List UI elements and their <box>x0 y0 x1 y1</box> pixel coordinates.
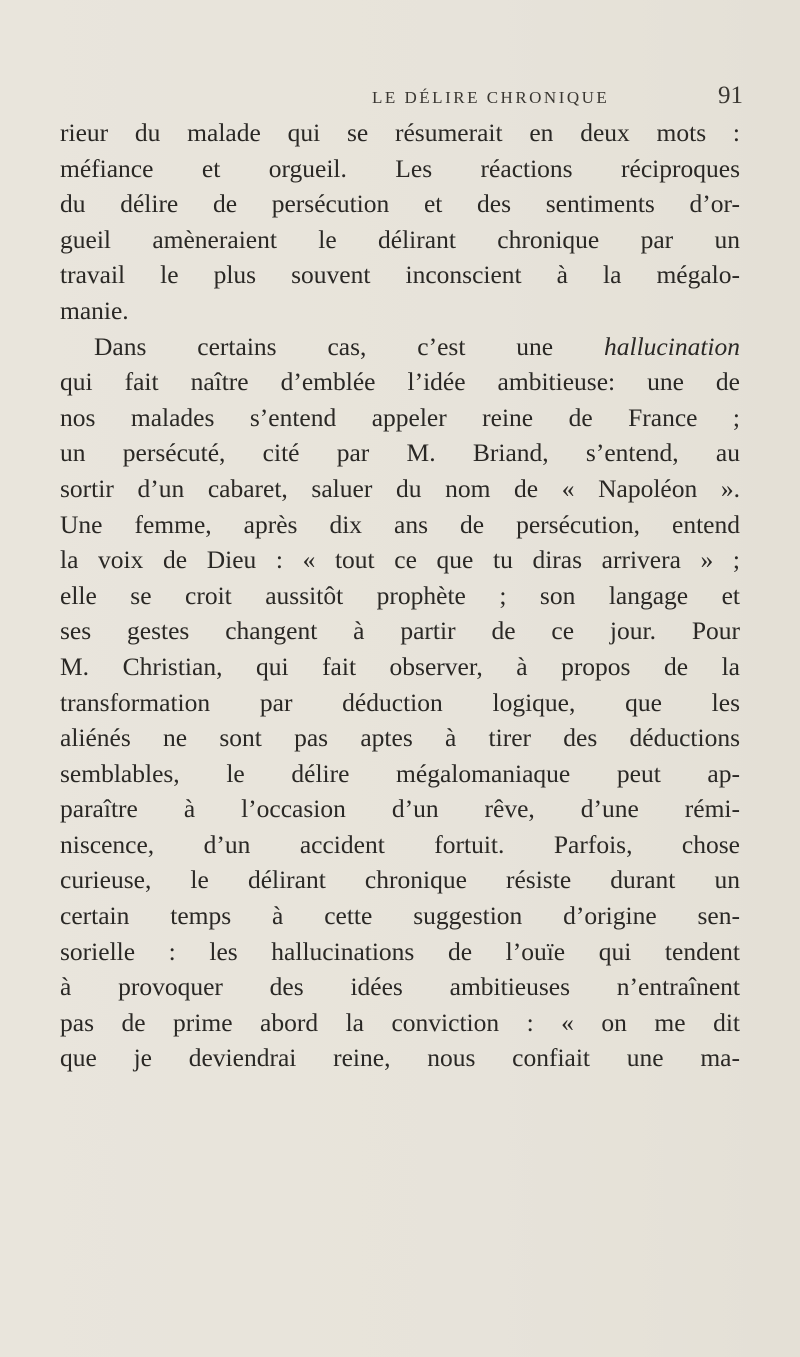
text-line: curieuse, le délirant chronique résiste durant un <box>60 865 740 895</box>
text-line: M. Christian, qui fait observer, à propos de la <box>60 651 740 681</box>
text-line: elle se croit aussitôt prophète ; son langage et <box>60 580 740 610</box>
text-line: nos malades s’entend appeler reine de France ; <box>60 402 740 432</box>
text-line: un persécuté, cité par M. Briand, s’entend, au <box>60 438 740 468</box>
text-line: gueil amèneraient le délirant chronique par un <box>60 224 740 254</box>
text-line: qui fait naître d’emblée l’idée ambitieuse: une de <box>60 367 740 397</box>
text-line <box>60 329 740 365</box>
text-line: semblables, le délire mégalomaniaque peut ap- <box>60 758 740 788</box>
text-line: niscence, d’un accident fortuit. Parfois, chose <box>60 829 740 859</box>
text-line: sorielle : les hallucinations de l’ouïe qui tendent <box>60 936 740 966</box>
page-number: 91 <box>718 82 743 109</box>
text-line: paraître à l’occasion d’un rêve, d’une rémi- <box>60 794 740 824</box>
text-line: que je deviendrai reine, nous confiait une ma- <box>60 1043 740 1073</box>
text-line: certain temps à cette suggestion d’origine sen- <box>60 901 740 931</box>
text-line: ses gestes changent à partir de ce jour. Pour <box>60 616 740 646</box>
text-line: pas de prime abord la conviction : « on me dit <box>60 1007 740 1037</box>
text-segment: Dans certains cas, c’est une <box>94 331 604 361</box>
text-line: méfiance et orgueil. Les réactions réciproques <box>60 153 740 183</box>
text-line: travail le plus souvent inconscient à la mégalo- <box>60 260 740 290</box>
text-line: la voix de Dieu : « tout ce que tu diras arrivera » ; <box>60 545 740 575</box>
running-head: LE DÉLIRE CHRONIQUE <box>372 88 610 107</box>
italic-term: hallucination <box>604 331 740 361</box>
text-line: Une femme, après dix ans de persécution, entend <box>60 509 740 539</box>
text-line: manie. <box>60 295 129 325</box>
text-line: aliénés ne sont pas aptes à tirer des déductions <box>60 723 740 753</box>
body-text <box>60 115 740 1076</box>
text-line: rieur du malade qui se résumerait en deux mots : <box>60 118 740 147</box>
text-line: à provoquer des idées ambitieuses n’entraînent <box>60 972 740 1002</box>
text-line: sortir d’un cabaret, saluer du nom de « Napoléon ». <box>60 473 740 503</box>
text-line: du délire de persécution et des sentiments d’or- <box>60 189 740 219</box>
text-line: transformation par déduction logique, que les <box>60 687 740 717</box>
